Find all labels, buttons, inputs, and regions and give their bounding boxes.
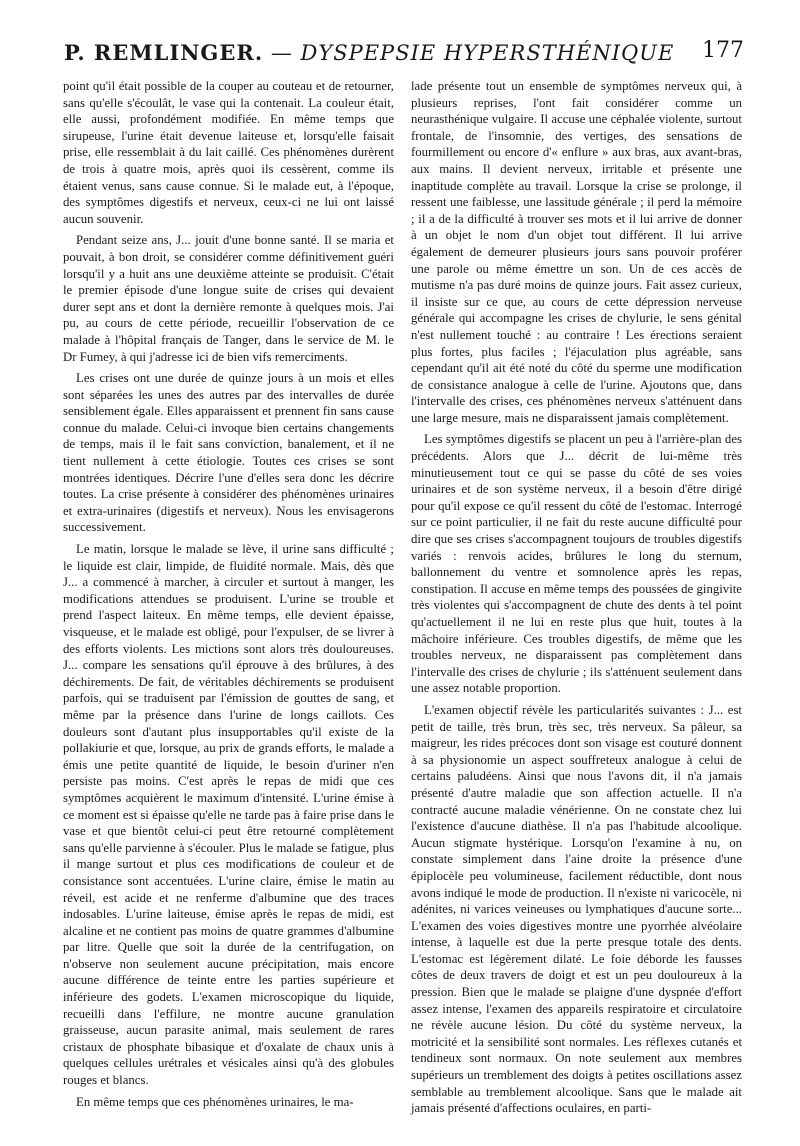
running-head	[64, 40, 675, 65]
right-paragraph-1: lade présente tout un ensemble de symptômes nerveux qui, à plusieurs reprises, l'ont fait considérer comme un neurasthénique vulgaire. Il accuse une céphalée violente, surtout frontale, de l'insomnie, des vertiges, des sensations de fourmillement ou encore d'« enflure » aux bras, aux avant-bras, aux mains. Il devient nerveux, irritable et présente une inaptitude complète au travail. Lorsque la crise se prolonge, il ressent une faiblesse, une lassitude générale ; il perd la mémoire ; il a de la difficulté à trouver ses mots et il lui arrive de donner à un objet le nom d'un objet tout différent. Il lui arrive également de demeurer plusieurs jours sans pouvoir proférer une parole ou même émettre un son. Un de ces accès de mutisme n'a pas duré moins de quinze jours. Fait assez curieux, il insiste sur ce que, au cours de cette dépression nerveuse générale qui accompagne les crises de chylurie, le sens génital n'est nullement touché : au contraire ! Les érections seraient plus fortes, plus faciles ; l'éjaculation plus agréable, sans cependant qu'il ait été noté du côté du sperme une modification de consistance analogue à celle de l'urine. Ajoutons que, dans l'intervalle des crises, ces phénomènes nerveux s'atténuent dans une large mesure, mais ne disparaissent jamais complètement.	[411, 79, 742, 425]
left-paragraph-5: En même temps que ces phénomènes urinaires, le ma-	[76, 1094, 354, 1109]
right-paragraph-2: Les symptômes digestifs se placent un peu à l'arrière-plan des précédents. Alors que J... décrit de lui-même très minutieusement tout ce qui se passe du côté de ses voies urinaires et de son système nerveux, il a besoin d'être dirigé pour qu'il expose ce qu'il ressent du côté de l'estomac. Interrogé sur ce point particulier, il ne fait du reste aucune difficulté pour dire que ses crises s'accompagnent toujours de troubles digestifs variés : renvois acides, brûlures le long du sternum, ballonnement du ventre et somnolence après les repas, constipation. Il accuse en même temps des poussées de gingivite très violentes qui s'accompagnent de chute des dents à tel point qu'actuellement il ne lui en reste plus que huit, toutes à la mâchoire inférieure. Ces troubles digestifs, de même que les troubles nerveux, ne disparaissent pas complètement dans l'intervalle des crises de chylurie ; ils s'atténuent seulement dans une assez notable proportion.	[411, 432, 742, 696]
running-head-separator: —	[270, 41, 293, 65]
left-paragraph-1: point qu'il était possible de la couper au couteau et de retourner, sans qu'elle s'écoulât, le vase qui la contenait. La couleur était, elle aussi, profondément modifiée. En même temps que sirupeuse, l'urine était devenue laiteuse et, lorsqu'elle faisait prise, elle ressemblait à du lait caillé. Ces phénomènes durèrent de trois à quatre mois, après quoi ils cessèrent, comme ils étaient venus, sans cause connue. Si le malade eut, à l'époque, des symptômes digestifs et nerveux, ceux-ci ne lui ont laissé aucun souvenir.	[63, 79, 394, 226]
left-paragraph-4: Le matin, lorsque le malade se lève, il urine sans difficulté ; le liquide est clair, limpide, de fluidité normale. Mais, dès que J... a commencé à marcher, à circuler et surtout à manger, les modifications attendues se produisent. L'urine se trouble et prend l'aspect laiteux. En même temps, elle devient épaisse, visqueuse, et le malade est obligé, pour l'expulser, de se livrer à des efforts violents. Les mictions sont alors très douloureuses. J... compare les sensations qu'il éprouve à des brûlures, à des déchirements. De fait, de véritables déchirements se produisent parfois, qui se traduisent par l'émission de gouttes de sang, et même par la présence dans l'urine de longs caillots. Ces douleurs sont d'autant plus insupportables qu'il existe de la pollakiurie et que, lorsque, au prix de grands efforts, le malade a émis une petite quantité de liquide, le besoin d'uriner n'en persiste pas moins. C'est après le repas de midi que ces symptômes acquièrent le maximum d'intensité. L'urine émise à ce moment est si épaisse qu'elle ne tarde pas à faire prise dans le vase et que bientôt celui-ci peut être retourné complètement sans qu'elle parvienne à s'écouler. Plus le malade se fatigue, plus il mange surtout et plus ces modifications de couleur et de consistance sont accentuées. L'urine claire, émise le matin au réveil, est acide et ne renferme d'albumine que des traces indosables. L'urine laiteuse, émise après le repas de midi, est alcaline et ne contient pas moins de quatre grammes d'albumine par litre. Quelle que soit la durée de la centrifugation, on n'observe non seulement aucune précipitation, mais encore aucune différence de teinte entre les parties supérieure et inférieure des godets. L'examen microscopique du liquide, recueilli dans l'effilure, ne montre aucune granulation graisseuse, aucun parasite animal, mais seulement de rares cristaux de phosphate bibasique et d'oxalate de chaux unis à quelques cellules urétrales et vésicales ainsi qu'à des globules rouges et blancs.	[63, 542, 394, 1088]
page-number: 177	[702, 38, 744, 63]
left-paragraph-2: Pendant seize ans, J... jouit d'une bonne santé. Il se maria et pouvait, à bon droit, se considérer comme définitivement guéri lorsqu'il y a huit ans une deuxième atteinte se produisit. C'était le premier épisode d'une longue suite de crises qui devaient durer sept ans et dont la dernière remonte à quelques mois. J'ai pu, au cours de cette période, recueillir l'observation de ce malade à l'hôpital français de Tanger, dans le service de M. le Dr Fumey, à qui j'adresse ici de bien vifs remerciments.	[63, 233, 394, 364]
left-column	[63, 78, 394, 1115]
right-paragraph-3: L'examen objectif révèle les particularités suivantes : J... est petit de taille, très brun, très sec, très nerveux. Sa pâleur, sa maigreur, les rides précoces dont son visage est couturé donnent à sa physionomie un aspect souffreteux analogue à celui de certains paludéens. Ainsi que nous l'avons dit, il n'a jamais présenté d'autre maladie que son affection actuelle. Il n'a contracté aucune maladie vénérienne. On ne constate chez lui l'existence d'aucune diathèse. Il n'a pas l'habitude alcoolique. Aucun stigmate hystérique. Lorsqu'on l'examine à nu, on constate simplement dans l'aine droite la présence d'une épiplocèle peu volumineuse, facilement réductible, dont nous avons indiqué le mode de production. Il n'existe ni varicocèle, ni adénites, ni varices veineuses ou lymphatiques d'aucune sorte... L'examen des voies digestives montre une pyorrhée alvéolaire intense, à laquelle est due la perte presque totale des dents. L'estomac est légèrement dilaté. Le foie déborde les fausses côtes de deux travers de doigt et est un peu douloureux à la pression. Bien que le malade se plaigne d'une dyspnée d'effort assez intense, l'examen des appareils respiratoire et circulatoire ne révèle aucune lésion. Du côté du système nerveux, la motricité et la sensibilité sont normales. Les réflexes cutanés et tendineux sont normaux. On note seulement aux membres supérieurs un tremblement des doigts à petites oscillations assez semblable au tremblement alcoolique. Sans que le malade ait jamais présenté d'affections oculaires, en parti-	[411, 702, 742, 1116]
left-paragraph-3: Les crises ont une durée de quinze jours à un mois et elles sont séparées les unes des autres par des intervalles de durée sensiblement égale. Elles apparaissent et prennent fin sans cause connue du malade. Celui-ci invoque bien certains changements de temps, mais il le fait sans conviction, banalement, et il ne tient nullement à cette étiologie. Toutes ces crises se sont montrées identiques. Décrire l'une d'elles sera donc les décrire toutes. La crise présente à considérer des phénomènes urinaires et extra-urinaires (digestifs et nerveux). Nous les envisagerons successivement.	[63, 371, 394, 535]
running-head-author: P. REMLINGER.	[64, 40, 264, 65]
right-column	[411, 78, 742, 1122]
running-head-title: DYSPEPSIE HYPERSTHÉNIQUE	[300, 41, 675, 65]
